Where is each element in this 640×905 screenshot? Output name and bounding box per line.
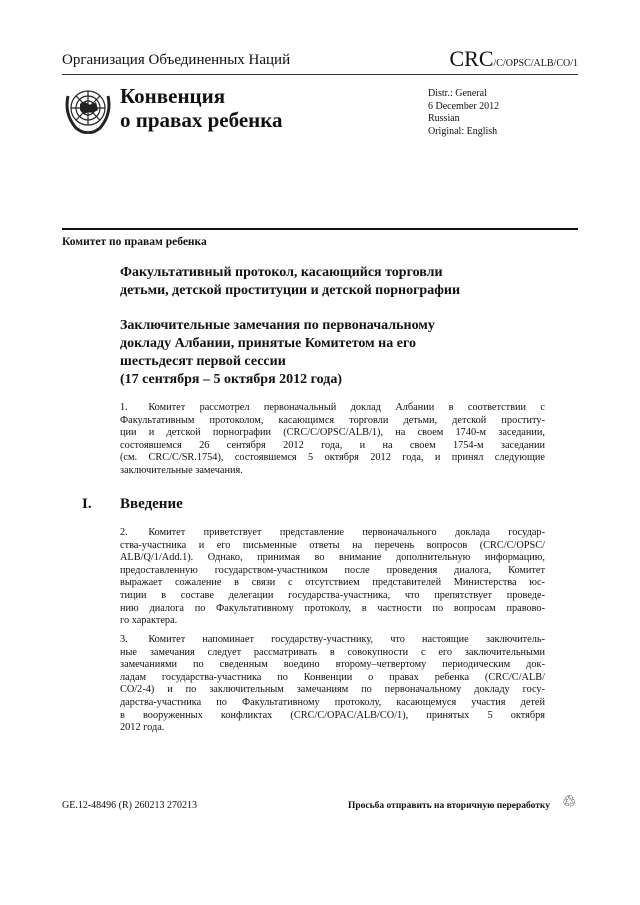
title-line: Конвенция [120,84,226,108]
paragraph-line: 2. Комитет приветствует представление первоначального доклада государ- [120,527,545,538]
committee-name: Комитет по правам ребенка [62,236,207,248]
un-emblem-icon [62,84,114,136]
recycle-icon: ♲ [562,794,577,811]
observations-heading [120,317,560,389]
heading-line: докладу Албании, принятые Комитетом на его [120,336,416,351]
section-number: I. [82,496,92,512]
paragraph-line: заключительные замечания. [120,464,243,476]
paragraph-line: ладам государства-участника по Конвенции о правах ребенка (CRC/C/ALB/ [120,671,545,683]
heading-line: Факультативный протокол, касающийся торговли [120,265,443,280]
paragraph-3 [120,634,545,735]
paragraph-line: ции и детской порнографии (CRC/C/OPSC/ALB/1), на своем 1740-м заседании, [120,427,545,439]
title-rule [62,228,578,230]
paragraph-line: нию диалога по Факультативному протоколу, в частности по вопросам правово- [120,602,545,614]
paragraph-line: 1. Комитет рассмотрел первоначальный доклад Албании в соответствии с [120,402,545,413]
paragraph-line: 3. Комитет напоминает государству-участнику, что настоящие заключитель- [120,634,545,645]
header-rule [62,74,578,75]
protocol-heading [120,264,560,300]
heading-line: шестьдесят первой сессии [120,354,286,369]
paragraph-line: дарства-участника по Факультативному протоколу, касающемуся участия детей [120,696,545,708]
title-line: о правах ребенка [120,108,283,132]
paragraph-line: (см. CRC/C/SR.1754), состоявшемся 5 октября 2012 года, и принял следующие [120,452,545,464]
paragraph-line: Факультативным протоколом, касающимся торговли детьми, детской проститу- [120,414,545,426]
paragraph-line: ALB/Q/1/Add.1). Однако, принимая во внимание дополнительную информацию, [120,552,545,564]
original-language-line: Original: English [428,125,498,137]
paragraph-line: ства-участника и его письменные ответы на перечень вопросов (CRC/C/OPSC/ [120,539,545,551]
convention-title [120,84,283,132]
symbol-main: CRC [449,46,494,71]
job-number: GE.12-48496 (R) 260213 270213 [62,800,197,811]
distribution-info [428,88,499,138]
paragraph-line: ные замечания следует рассматривать в совокупности с его заключительными [120,646,545,658]
paragraph-line: предоставленную государством-участником после проведения диалога, Комитет [120,564,545,576]
heading-line: (17 сентября – 5 октября 2012 года) [120,372,342,387]
symbol-suffix: /C/OPSC/ALB/CO/1 [493,58,578,69]
paragraph-line: состоявшемся 26 сентября 2012 года, и на своем 1754-м заседании [120,439,545,451]
document-symbol [450,46,579,72]
paragraph-line: выражает сожаление в связи с отсутствием представителей Министерства юс- [120,577,545,589]
language-line: Russian [428,113,460,124]
section-title: Введение [120,496,183,512]
paragraph-line: замечаниями по сведенным воедино второму–четвертому периодическим док- [120,659,545,671]
paragraph-2 [120,527,545,628]
paragraph-line: тиции в составе делегации государства-участника, что препятствует проведе- [120,589,545,601]
paragraph-line: го характера. [120,615,178,627]
distr-line: Distr.: General [428,88,487,99]
paragraph-line: 2012 года. [120,722,165,734]
organization-name: Организация Объединенных Наций [62,52,291,68]
heading-line: детьми, детской проституции и детской порнографии [120,283,461,298]
paragraph-line: CO/2-4) и по заключительным замечаниям по первоначальному докладу госу- [120,684,545,696]
paragraph-line: в вооруженных конфликтах (CRC/C/OPAC/ALB/CO/1), принятых 5 октября [120,709,545,721]
paragraph-1 [120,402,545,478]
recycle-text: Просьба отправить на вторичную переработку [348,801,550,811]
date-line: 6 December 2012 [428,100,500,112]
heading-line: Заключительные замечания по первоначальному [120,318,435,333]
